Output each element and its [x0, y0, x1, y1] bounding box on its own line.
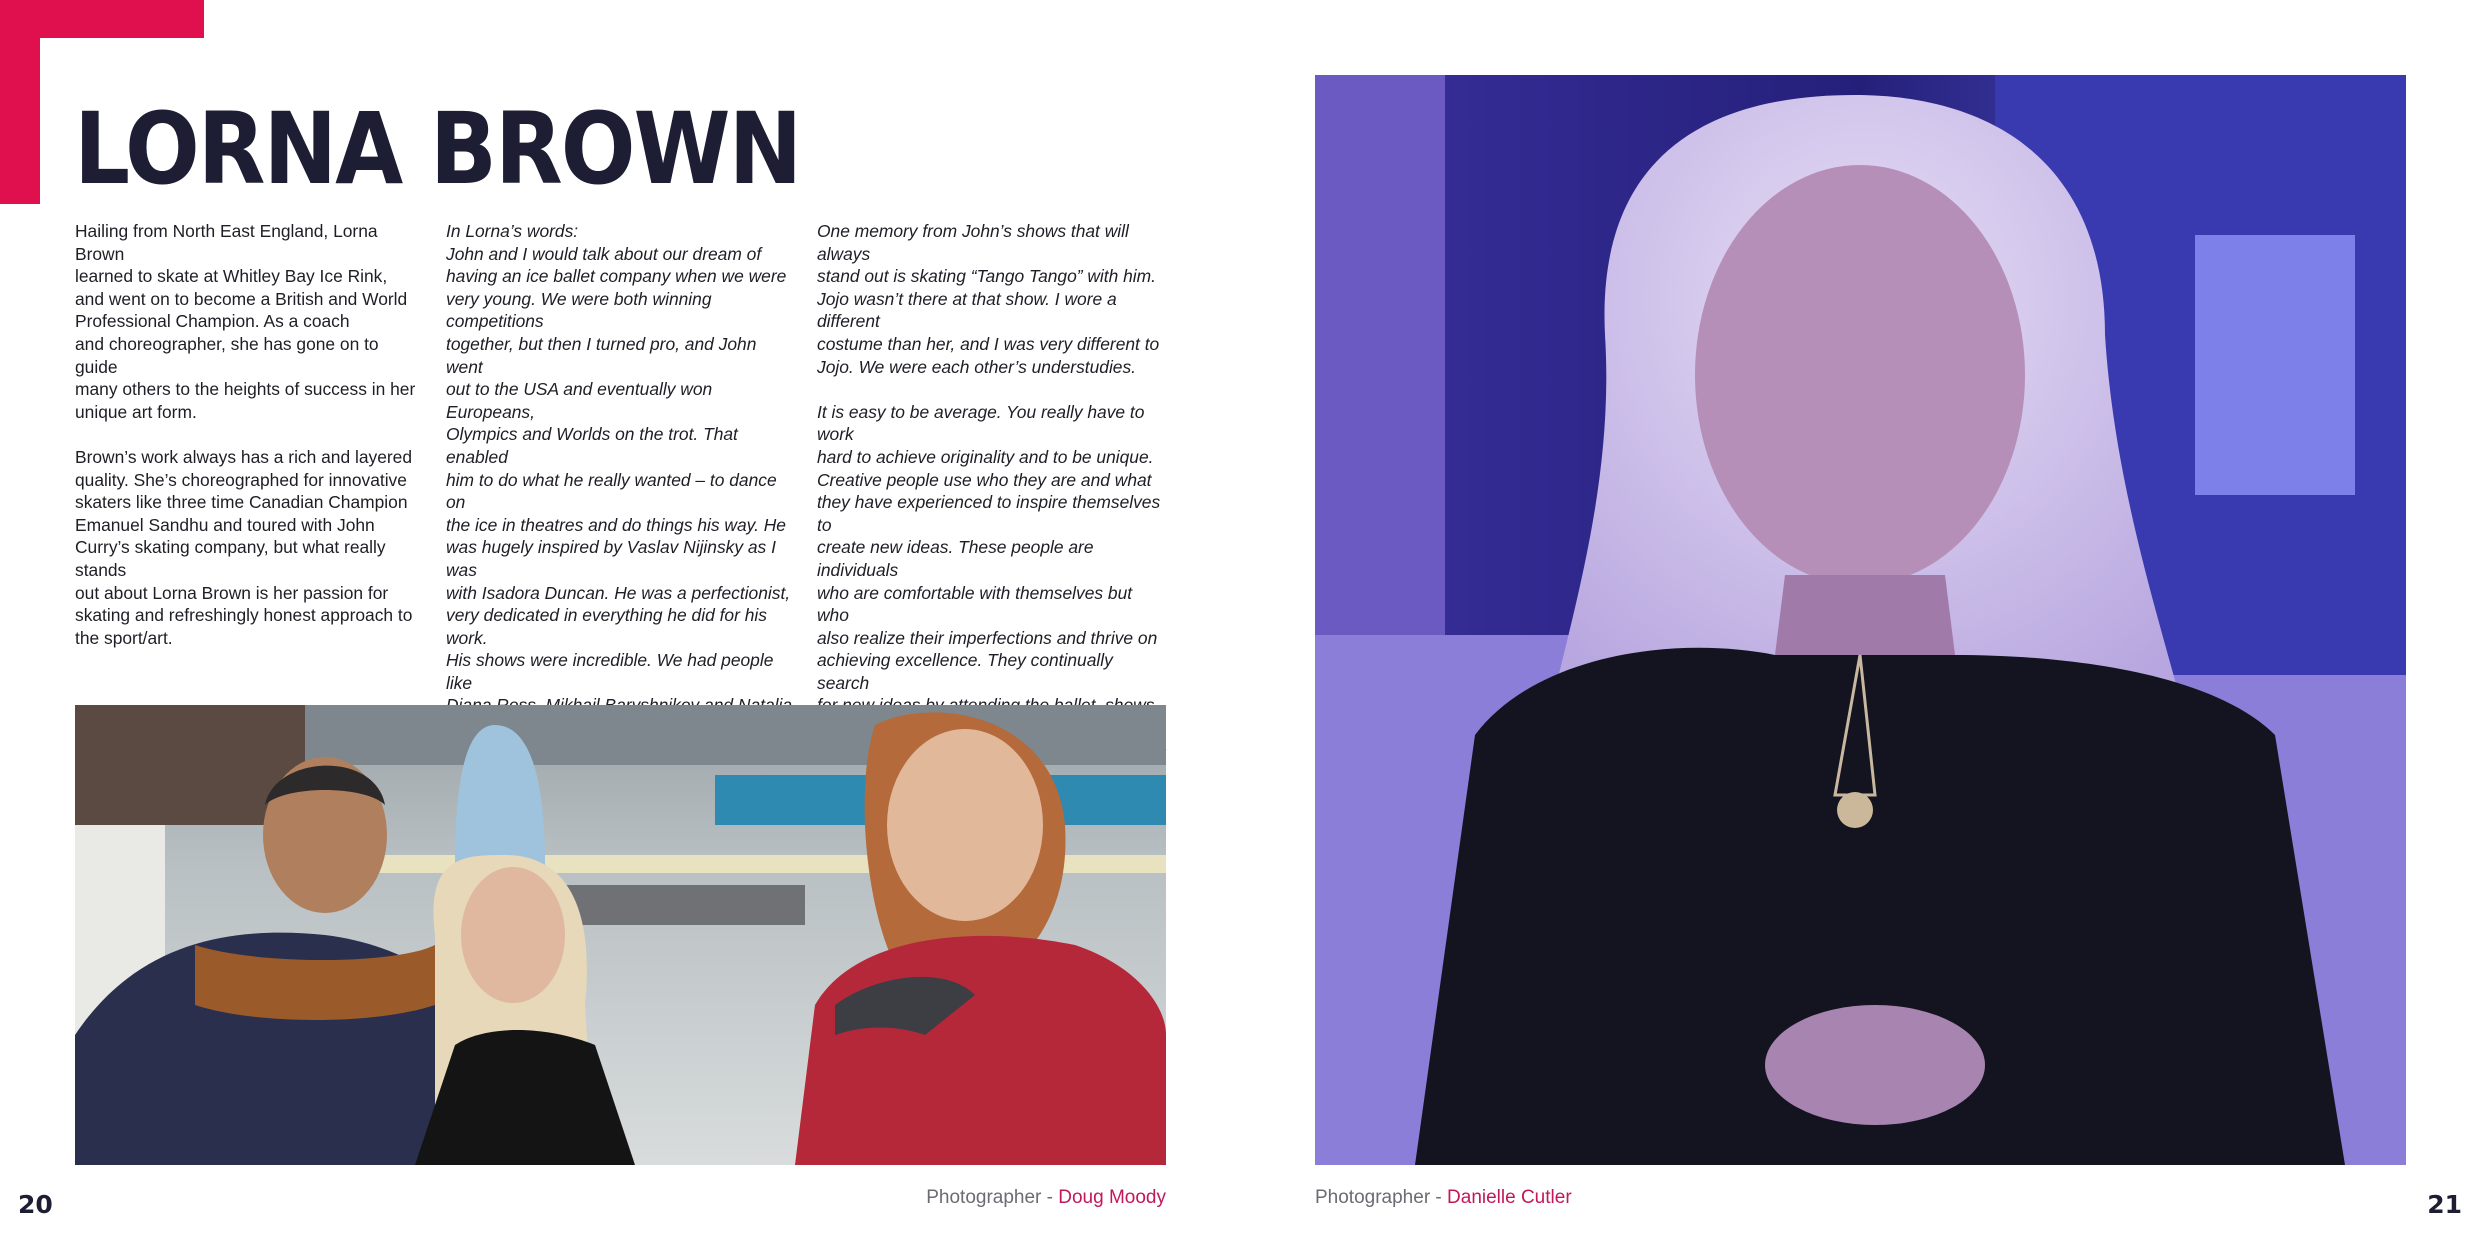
memory-paragraph-1: One memory from John’s shows that will always stand out is skating “Tango Tango” with him. Jojo wasn’t there at that show. I wore a different costume than her, and I was very different to Jojo. We were each other’s understudies.: [817, 221, 1160, 377]
photo-credit-right-name: Danielle Cutler: [1447, 1187, 1572, 1208]
photo-credit-left: [926, 1187, 1166, 1209]
photo-credit-right: [1315, 1187, 1572, 1209]
photo-credit-left-prefix: Photographer -: [926, 1187, 1059, 1208]
text-column-intro: [75, 220, 425, 672]
quote-paragraph-1: In Lorna’s words: John and I would talk about our dream of having an ice ballet company when we were very young. We were both winning competitions together, but then I turned pro, and John went out to the USA and eventually won Europeans, Olympics and Worlds on the trot. That enabled him to do what he really wanted – to dance on the ice in theatres and do things his way. He was hugely inspired by Vaslav Nijinsky as I was with Isadora Duncan. He was a perfectionist, very dedicated in everything he did for his work. His shows were incredible. We had people like: [446, 221, 791, 693]
page-title: LORNA BROWN: [74, 91, 801, 207]
page-number-left: 20: [18, 1190, 53, 1219]
photo-portrait: [1315, 75, 2406, 1165]
accent-bar-side: [0, 0, 40, 204]
intro-paragraph-2: Brown’s work always has a rich and layered quality. She’s choreographed for innovative skaters like three time Canadian Champion Emanuel Sandhu and toured with John Curry’s skating company, but what really stands out about Lorna Brown is her passion for skating and refreshingly honest approach to the sport/art.: [75, 446, 413, 648]
intro-paragraph-1: Hailing from North East England, Lorna Brown learned to skate at Whitley Bay Ice Rink, and went on to become a British and World Professional Champion. As a coach and choreographer, she has gone on to guide many others to the heights of success in her unique art form.: [75, 221, 416, 422]
photo-credit-right-prefix: Photographer -: [1315, 1187, 1448, 1208]
page-number-right: 21: [2427, 1190, 2462, 1219]
photo-rink-group: [75, 705, 1166, 1165]
photo-credit-left-name: Doug Moody: [1058, 1187, 1166, 1208]
memory-paragraph-2: It is easy to be average. You really have to work hard to achieve originality and to be unique. Creative people use who they are and what they have experienced to inspire themselves to create new ideas. These people are individuals who are comfortable with themselves but who also realize their imperfections and thrive on achieving excellence. They continually search: [817, 401, 1161, 693]
